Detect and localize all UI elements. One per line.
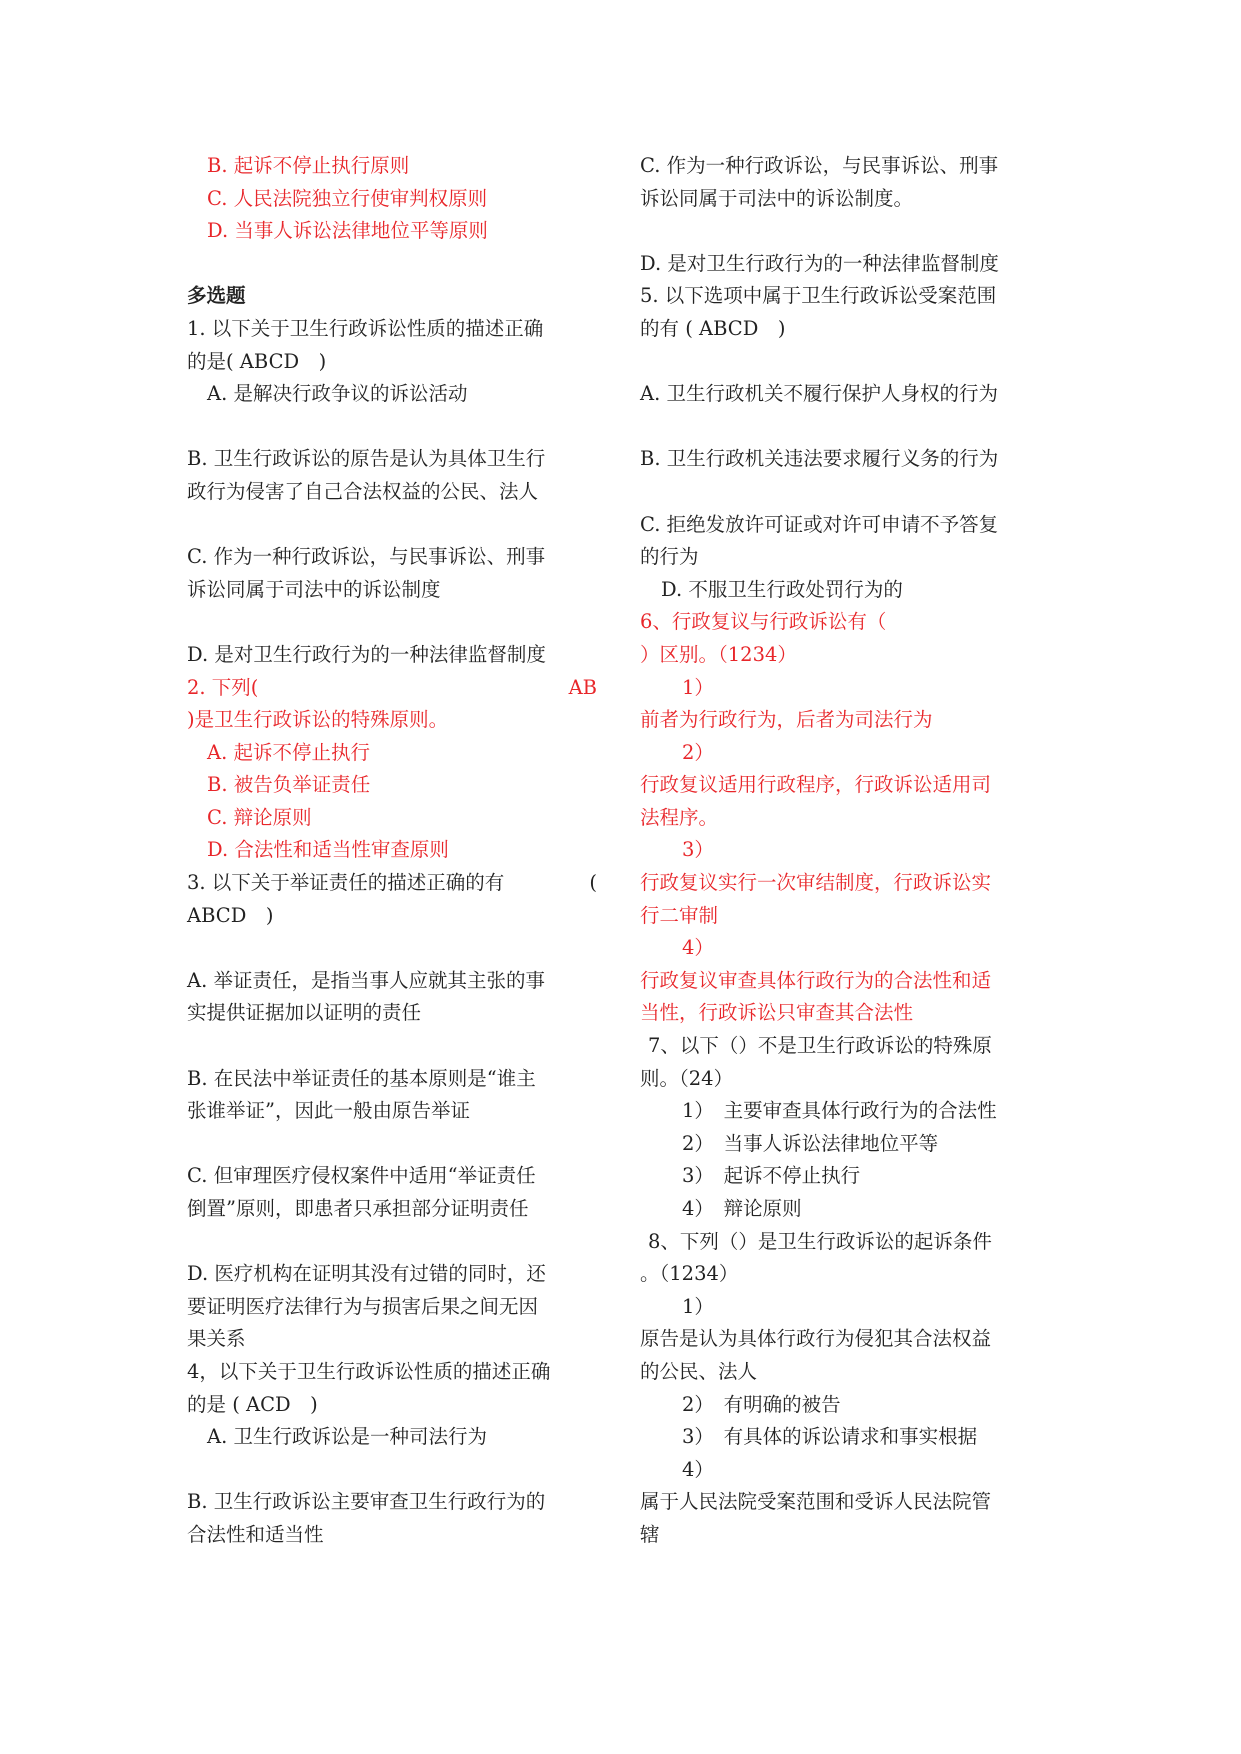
q3-option-c-cont: 倒置”原则，即患者只承担部分证明责任 xyxy=(187,1197,529,1220)
q3-option-b-cont: 张谁举证”，因此一般由原告举证 xyxy=(187,1099,470,1123)
q6-item-3-num: 3） xyxy=(682,838,714,862)
q6-item-2-num: 2） xyxy=(682,740,714,764)
option-c-line: C. 人民法院独立行使审判权原则 xyxy=(207,186,488,210)
q6-item-4-num: 4） xyxy=(682,936,714,960)
q8-option-3: 3） 有具体的诉讼请求和事实根据 xyxy=(682,1425,978,1449)
q4-option-c: C. 作为一种行政诉讼，与民事诉讼、刑事 xyxy=(640,154,999,177)
q1-option-b-cont: 政行为侵害了自己合法权益的公民、法人 xyxy=(187,479,539,503)
option-d-line: D. 当事人诉讼法律地位平等原则 xyxy=(207,219,488,243)
option-b-line: B. 起诉不停止执行原则 xyxy=(207,154,410,177)
q2-option-a: A. 起诉不停止执行 xyxy=(207,740,370,764)
q6-item-1: 前者为行政行为，后者为司法行为 xyxy=(640,708,933,732)
q3-option-d-cont: 要证明医疗法律行为与损害后果之间无因 xyxy=(187,1294,539,1318)
q8-option-2: 2） 有明确的被告 xyxy=(682,1392,841,1416)
q8-item-4: 属于人民法院受案范围和受诉人民法院管 xyxy=(640,1490,992,1514)
q6-item-2-cont: 法程序。 xyxy=(640,805,719,829)
q5-text-cont: 的有 ( ABCD ) xyxy=(640,316,786,340)
q2-text-left: 2. 下列( xyxy=(187,675,259,699)
q8-text-cont: 。（1234） xyxy=(640,1262,739,1286)
q2-option-d: D. 合法性和适当性审查原则 xyxy=(207,838,449,862)
q2-option-b: B. 被告负举证责任 xyxy=(207,773,371,797)
q2-option-c: C. 辩论原则 xyxy=(207,805,312,829)
q7-option-2: 2） 当事人诉讼法律地位平等 xyxy=(682,1131,939,1155)
q3-text-left: 3. 以下关于举证责任的描述正确的有 xyxy=(187,871,505,895)
q7-text-cont: 则。（24） xyxy=(640,1066,734,1090)
q4-option-c-cont: 诉讼同属于司法中的诉讼制度。 xyxy=(640,186,914,210)
q2-text xyxy=(187,672,597,705)
q1-text: 1. 以下关于卫生行政诉讼性质的描述正确 xyxy=(187,316,544,340)
q6-item-3-cont: 行二审制 xyxy=(640,903,719,927)
q3-option-d: D. 医疗机构在证明其没有过错的同时，还 xyxy=(187,1262,546,1286)
q1-option-d: D. 是对卫生行政行为的一种法律监督制度 xyxy=(187,642,546,666)
q5-option-c: C. 拒绝发放许可证或对许可申请不予答复 xyxy=(640,512,999,536)
q6-item-1-num: 1） xyxy=(682,675,714,699)
q4-option-a: A. 卫生行政诉讼是一种司法行为 xyxy=(207,1425,487,1449)
q6-text: 6、行政复议与行政诉讼有（ xyxy=(640,610,887,634)
q7-option-3: 3） 起诉不停止执行 xyxy=(682,1164,861,1188)
q8-item-4-num: 4） xyxy=(682,1457,714,1481)
q7-option-4: 4） 辩论原则 xyxy=(682,1197,802,1220)
q5-option-d: D. 不服卫生行政处罚行为的 xyxy=(661,577,903,601)
q3-option-b: B. 在民法中举证责任的基本原则是“谁主 xyxy=(187,1066,536,1090)
q8-item-1-cont: 的公民、法人 xyxy=(640,1359,758,1383)
q2-text-cont: )是卫生行政诉讼的特殊原则。 xyxy=(187,708,449,732)
q3-option-c: C. 但审理医疗侵权案件中适用“举证责任 xyxy=(187,1164,536,1188)
q4-option-d: D. 是对卫生行政行为的一种法律监督制度 xyxy=(640,251,999,275)
q4-option-b-cont: 合法性和适当性 xyxy=(187,1522,324,1546)
q7-option-1: 1） 主要审查具体行政行为的合法性 xyxy=(682,1099,997,1123)
q6-item-2: 行政复议适用行政程序，行政诉讼适用司 xyxy=(640,773,992,797)
q5-option-c-cont: 的行为 xyxy=(640,545,699,569)
q6-item-4-cont: 当性，行政诉讼只审查其合法性 xyxy=(640,1001,914,1025)
q3-answer: ABCD ) xyxy=(187,903,274,927)
q1-option-b: B. 卫生行政诉讼的原告是认为具体卫生行 xyxy=(187,447,546,471)
q8-item-4-cont: 辖 xyxy=(640,1522,660,1546)
q3-option-d-cont2: 果关系 xyxy=(187,1327,246,1351)
q3-option-a: A. 举证责任，是指当事人应就其主张的事 xyxy=(187,968,545,992)
q1-option-c: C. 作为一种行政诉讼，与民事诉讼、刑事 xyxy=(187,545,546,569)
section-heading: 多选题 xyxy=(187,284,246,308)
left-column xyxy=(187,150,597,1552)
q1-option-c-cont: 诉讼同属于司法中的诉讼制度 xyxy=(187,577,441,601)
q8-text: 8、下列（）是卫生行政诉讼的起诉条件 xyxy=(648,1229,992,1253)
q4-text-cont: 的是 ( ACD ) xyxy=(187,1392,318,1416)
q6-text-cont: ）区别。（1234） xyxy=(640,642,797,666)
q5-option-a: A. 卫生行政机关不履行保护人身权的行为 xyxy=(640,382,998,406)
q2-answer: AB xyxy=(568,675,597,699)
q8-item-1: 原告是认为具体行政行为侵犯其合法权益 xyxy=(640,1327,992,1351)
q5-text: 5. 以下选项中属于卫生行政诉讼受案范围 xyxy=(640,284,997,308)
q8-item-1-num: 1） xyxy=(682,1294,714,1318)
q3-option-a-cont: 实提供证据加以证明的责任 xyxy=(187,1001,422,1025)
q1-text-cont: 的是( ABCD ) xyxy=(187,349,327,373)
q6-item-4: 行政复议审查具体行政行为的合法性和适 xyxy=(640,968,992,992)
q3-text xyxy=(187,867,597,900)
q3-paren: ( xyxy=(589,871,597,895)
q7-text: 7、以下（）不是卫生行政诉讼的特殊原 xyxy=(648,1034,992,1058)
right-column xyxy=(640,150,1050,1552)
q1-option-a: A. 是解决行政争议的诉讼活动 xyxy=(207,382,468,406)
q4-option-b: B. 卫生行政诉讼主要审查卫生行政行为的 xyxy=(187,1490,546,1514)
q5-option-b: B. 卫生行政机关违法要求履行义务的行为 xyxy=(640,447,999,471)
q6-item-3: 行政复议实行一次审结制度，行政诉讼实 xyxy=(640,871,992,895)
q4-text: 4，以下关于卫生行政诉讼性质的描述正确 xyxy=(187,1359,551,1383)
